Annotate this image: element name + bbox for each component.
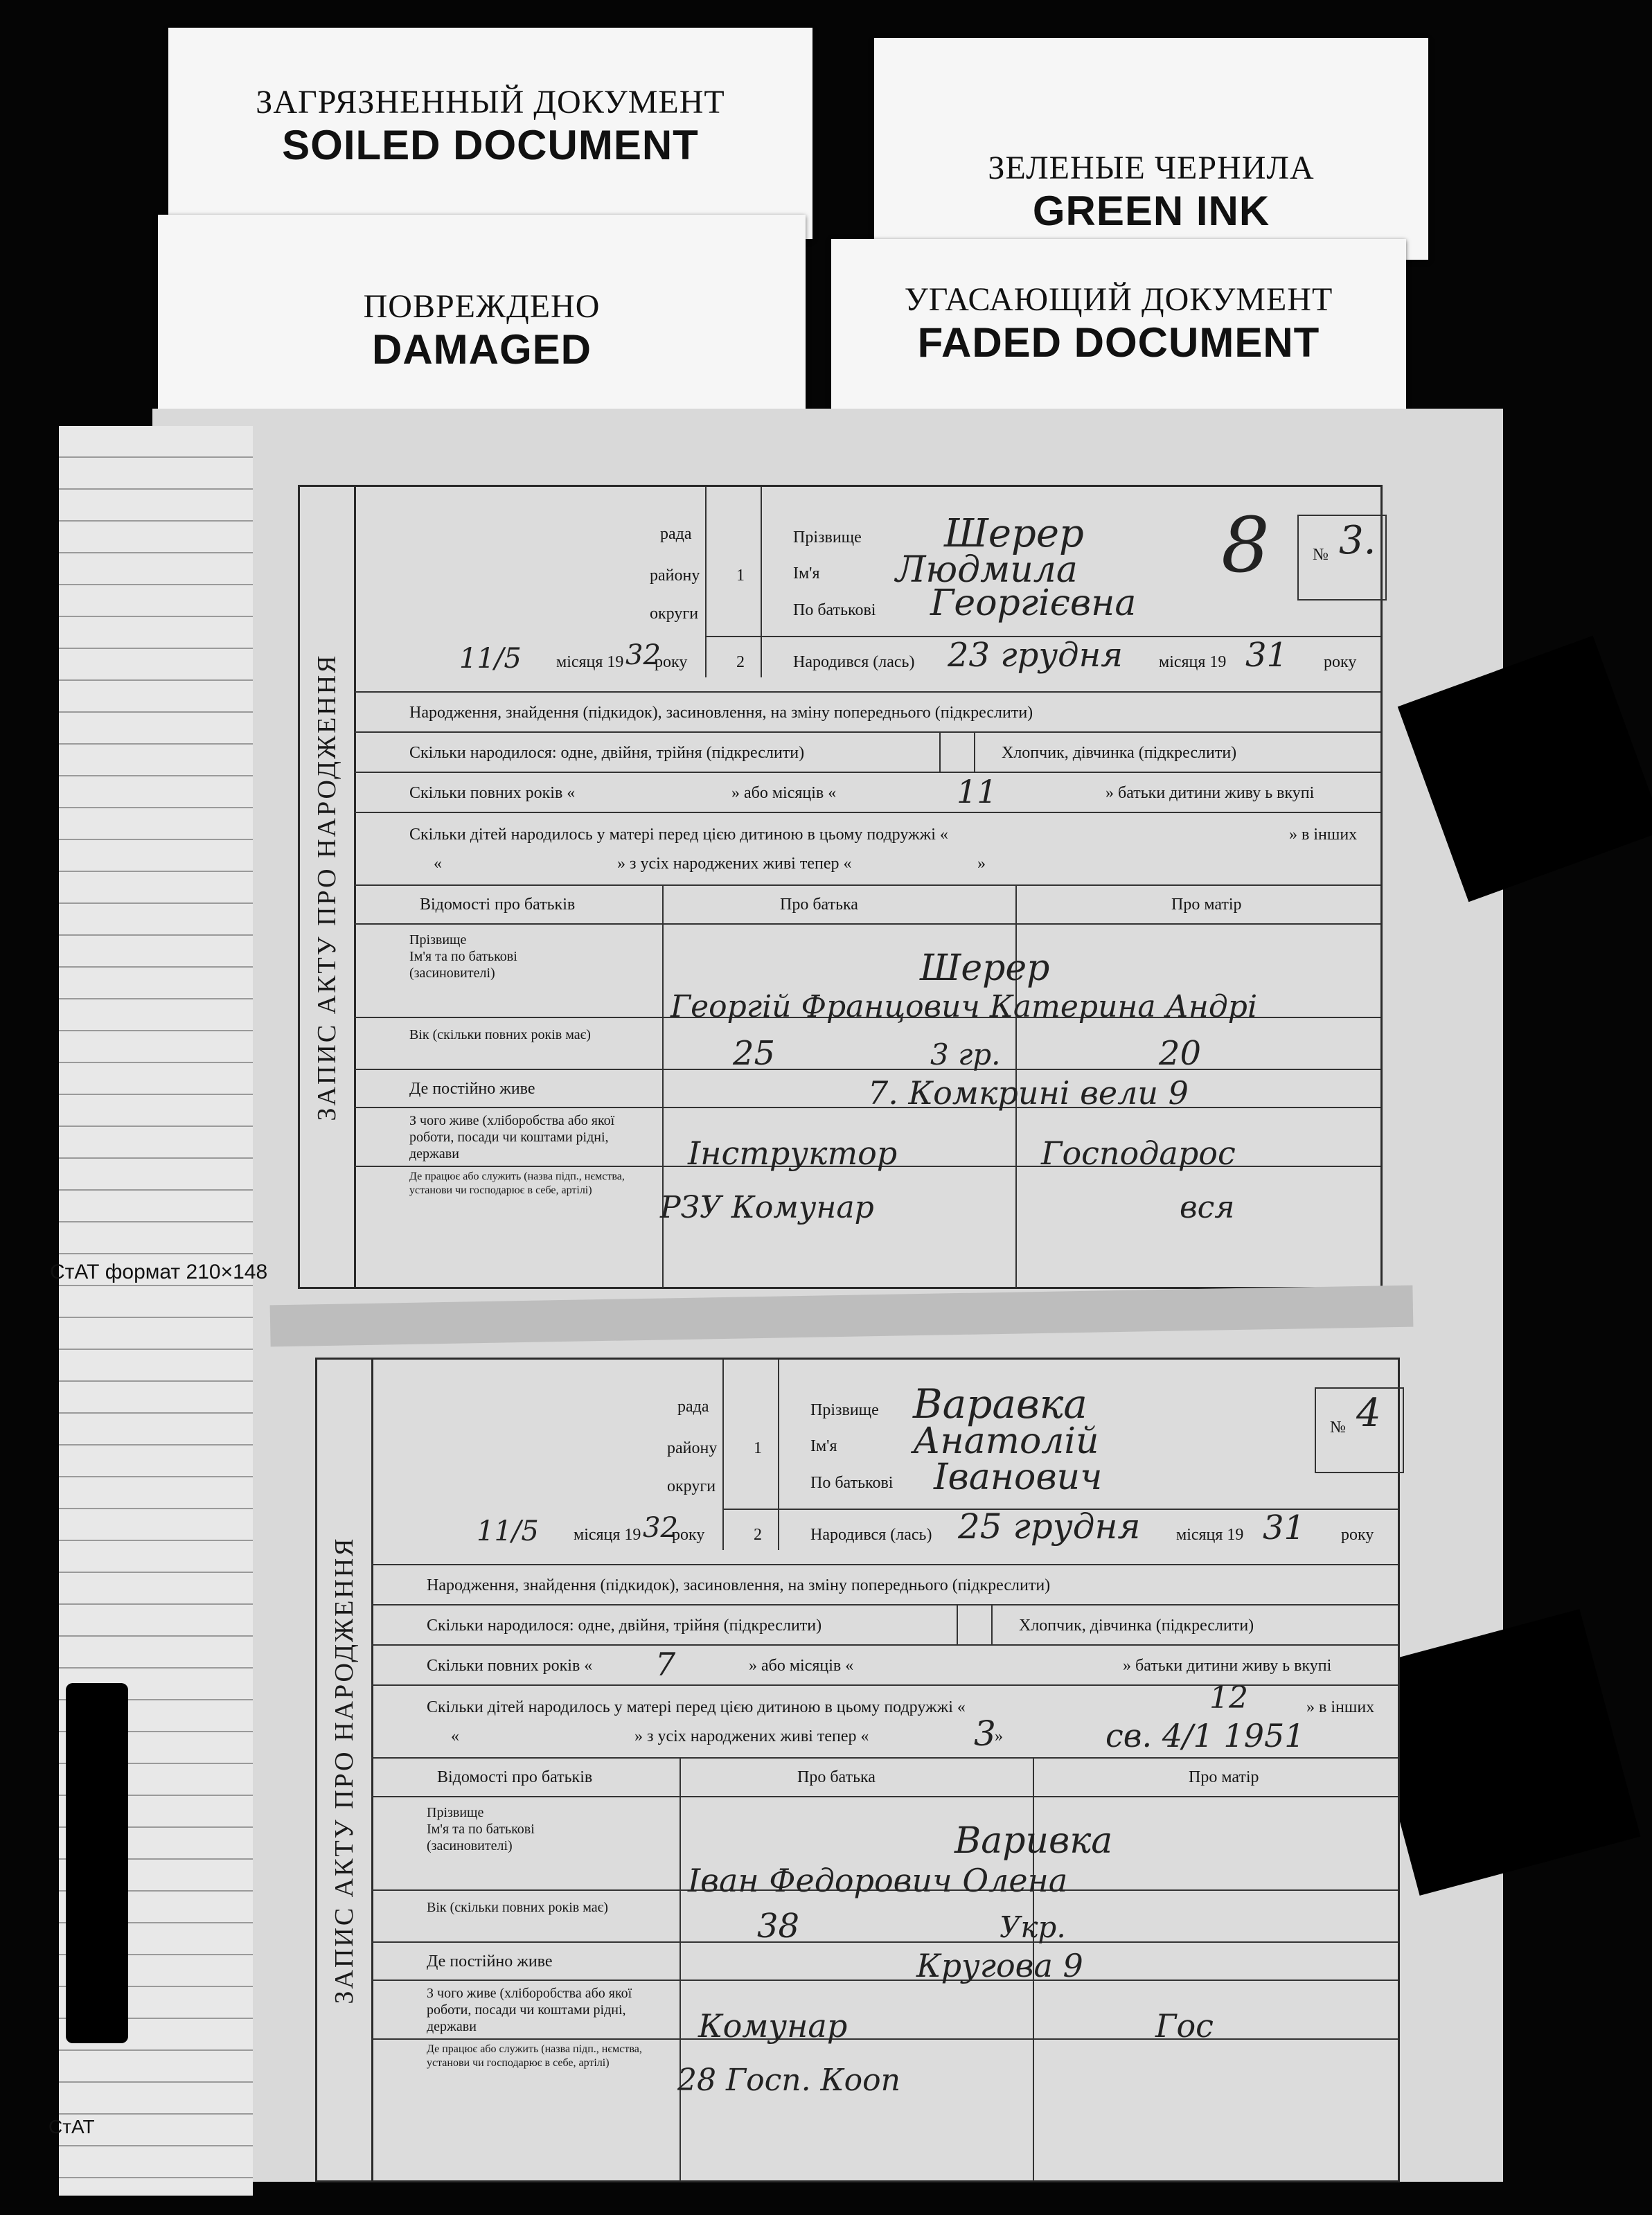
- form-side-title: ЗАПИС АКТУ ПРО НАРОДЖЕННЯ: [300, 487, 356, 1287]
- parents-names: Іван Федорович Олена: [688, 1862, 1068, 1899]
- record-year: 32: [625, 639, 661, 671]
- row-5-text: Хлопчик, дівчинка (підкреслити): [1019, 1617, 1254, 1635]
- born-year: 31: [1263, 1509, 1306, 1547]
- father-work: 28 Госп. Кооп: [677, 2063, 900, 2098]
- row-6-text-a: Скільки повних років «: [409, 784, 576, 802]
- row-10-label: Де постійно живе: [409, 1080, 535, 1098]
- row-6-text-c: » батьки дитини живу ь вкупі: [1123, 1657, 1332, 1675]
- green-ink-flag: [874, 38, 1428, 260]
- row-6-text-b: » або місяців «: [731, 784, 837, 802]
- birth-record-form: [298, 485, 1383, 1289]
- born-value: 25 грудня: [958, 1506, 1141, 1547]
- divider: [722, 1360, 724, 1550]
- born-year: 31: [1245, 636, 1288, 675]
- rada-label: рада: [660, 525, 692, 543]
- row-3-text: Народження, знайдення (підкидок), засиновлення, на зміну попереднього (підкреслити): [409, 704, 1033, 722]
- row-4-text: Скільки народилося: одне, двійня, трійня (підкреслити): [409, 744, 805, 762]
- row-num: 2: [754, 1526, 762, 1544]
- row-7-text-a: Скільки дітей народилось у матері перед цією дитиною в цьому подружжі «: [409, 826, 948, 844]
- row-7-text-e: »: [977, 855, 986, 873]
- mother-header: Про матір: [1171, 896, 1242, 914]
- row-7-text-c: «: [451, 1727, 459, 1745]
- row-3-text: Народження, знайдення (підкидок), засиновлення, на зміну попереднього (підкреслити): [427, 1576, 1051, 1594]
- divider: [705, 487, 707, 677]
- surname-value: Шерер: [944, 511, 1084, 556]
- form-row-3: [354, 691, 1380, 733]
- record-day: 11/5: [477, 1515, 539, 1547]
- form-row-6: [354, 772, 1380, 813]
- form-side-title: ЗАПИС АКТУ ПРО НАРОДЖЕННЯ: [317, 1360, 373, 2180]
- flag-en-text: DAMAGED: [372, 326, 592, 373]
- mother-header: Про матір: [1189, 1768, 1259, 1786]
- okruha-label: округи: [667, 1477, 716, 1495]
- row-5-text: Хлопчик, дівчинка (підкреслити): [1002, 744, 1237, 762]
- father-work: РЗУ Комунар: [660, 1190, 874, 1225]
- divider: [974, 733, 975, 773]
- parents-row-10: [371, 1941, 1398, 1981]
- okruha-label: округи: [650, 605, 699, 623]
- row-6-text-b: » або місяців «: [749, 1657, 854, 1675]
- flag-ru-text: ЗАГРЯЗНЕННЫЙ ДОКУМЕНТ: [256, 84, 725, 121]
- parents-row-9: [354, 1017, 1380, 1070]
- address: Кругова 9: [916, 1947, 1083, 1984]
- row-9-label: Вік (скільки повних років має): [427, 1900, 608, 1915]
- divider: [761, 487, 762, 677]
- divider: [778, 1360, 779, 1550]
- parents-surname: Шерер: [920, 948, 1050, 989]
- flag-en-text: GREEN INK: [1032, 188, 1270, 234]
- name-value: Анатолій: [913, 1421, 1099, 1462]
- patronymic-label: По батькові: [793, 601, 876, 619]
- surname-value: Варавка: [913, 1380, 1087, 1427]
- row-8-label: Прізвище Ім'я та по батькові (засиновителі): [409, 932, 517, 981]
- parents-surname: Варивка: [954, 1820, 1113, 1862]
- parents-header: Відомості про батьків: [420, 896, 576, 914]
- row-7-text-b: » в інших: [1306, 1698, 1375, 1716]
- soiled-document-flag: [168, 28, 812, 239]
- row-7-text-d: » з усіх народжених живі тепер «: [634, 1727, 869, 1745]
- flag-ru-text: УГАСАЮЩИЙ ДОКУМЕНТ: [904, 281, 1333, 318]
- row-7-text-b: » в інших: [1289, 826, 1358, 844]
- mother-occupation: Гос: [1155, 2007, 1214, 2045]
- flag-en-text: FADED DOCUMENT: [917, 319, 1320, 366]
- form-row-4: [371, 1604, 1398, 1646]
- number-value: 3.: [1339, 518, 1376, 563]
- row-12-label: Де працює або служить (назва підп., нємства, установи чи господарює в себе, артілі): [427, 2043, 642, 2069]
- father-age: 38: [757, 1907, 800, 1946]
- birth-record-form: [315, 1358, 1400, 2182]
- divider: [991, 1605, 993, 1646]
- row-12-label: Де працює або служить (назва підп., нємства, установи чи господарює в себе, артілі): [409, 1171, 625, 1196]
- record-day: 11/5: [459, 643, 522, 675]
- extra-mark: 8: [1221, 501, 1270, 589]
- name-value: Людмила: [896, 549, 1078, 591]
- row-9-label: Вік (скільки повних років має): [409, 1027, 591, 1042]
- divider: [957, 1605, 958, 1646]
- born-year-label: року: [1341, 1526, 1374, 1544]
- row-7-value-1: 12: [1209, 1680, 1248, 1716]
- raion-label: району: [667, 1439, 718, 1457]
- born-month-label: місяця 19: [1159, 653, 1227, 671]
- roku-label: року: [655, 653, 688, 671]
- divider: [939, 733, 941, 773]
- stub-bottom-label: СтАТ: [48, 2116, 95, 2137]
- father-header: Про батька: [780, 896, 858, 914]
- row-7-value-2: 3: [974, 1714, 996, 1754]
- father-age: 25: [733, 1034, 776, 1073]
- born-label: Народився (лась): [810, 1526, 932, 1544]
- row-7-text-c: «: [434, 855, 442, 873]
- patronymic-value: Георгієвна: [930, 582, 1137, 624]
- born-year-label: року: [1324, 653, 1357, 671]
- rada-label: рада: [677, 1398, 709, 1416]
- row-11-label: З чого живе (хліборобства або якої роботи, посади чи коштами рідні, держави: [427, 1986, 632, 2034]
- father-occupation: Комунар: [698, 2007, 848, 2045]
- nationality: 3 гр.: [930, 1038, 1001, 1071]
- father-occupation: Інструктор: [688, 1135, 898, 1172]
- father-header: Про батька: [797, 1768, 876, 1786]
- row-6-value: 11: [957, 773, 997, 810]
- faded-document-flag: [831, 239, 1406, 412]
- form-row-3: [371, 1564, 1398, 1605]
- nationality: Укр.: [1000, 1910, 1066, 1944]
- row-7-text-a: Скільки дітей народилось у матері перед цією дитиною в цьому подружжі «: [427, 1698, 966, 1716]
- parents-row-11: [371, 1980, 1398, 2040]
- number-label: №: [1313, 546, 1329, 564]
- row-8-label: Прізвище Ім'я та по батькові (засиновителі): [427, 1805, 535, 1853]
- record-year: 32: [643, 1512, 678, 1544]
- parents-names: Георгій Францович Катерина Андрі: [670, 989, 1258, 1024]
- flag-ru-text: ПОВРЕЖДЕНО: [363, 288, 601, 325]
- row-num: 1: [754, 1439, 762, 1457]
- row-num: 2: [736, 653, 745, 671]
- number-label: №: [1330, 1418, 1346, 1436]
- misiatsia-label: місяця 19: [556, 653, 624, 671]
- surname-label: Прізвище: [793, 528, 862, 546]
- row-11-label: З чого живе (хліборобства або якої роботи, посади чи коштами рідні, держави: [409, 1113, 615, 1162]
- mother-work: вся: [1180, 1190, 1235, 1225]
- form-row-7: [354, 812, 1380, 886]
- form-row-7: [371, 1680, 1398, 1759]
- name-label: Ім'я: [793, 564, 820, 582]
- parents-header: Відомості про батьків: [437, 1768, 593, 1786]
- row-6-value: 7: [655, 1646, 676, 1683]
- number-value: 4: [1356, 1391, 1381, 1436]
- address: 7. Комкрині вели 9: [868, 1074, 1189, 1112]
- misiatsia-label: місяця 19: [574, 1526, 641, 1544]
- row-7-text-d: » з усіх народжених живі тепер «: [617, 855, 852, 873]
- row-7-text-e: »: [995, 1727, 1003, 1745]
- form-row-6: [371, 1644, 1398, 1686]
- roku-label: року: [672, 1526, 705, 1544]
- mother-occupation: Господарос: [1041, 1135, 1236, 1172]
- patronymic-label: По батькові: [810, 1474, 894, 1492]
- parents-header-row: [371, 1757, 1398, 1797]
- parents-header-row: [354, 884, 1380, 925]
- row-4-text: Скільки народилося: одне, двійня, трійня (підкреслити): [427, 1617, 822, 1635]
- patronymic-value: Іванович: [934, 1457, 1103, 1498]
- form-row-4: [354, 731, 1380, 773]
- mother-age: 20: [1159, 1034, 1202, 1073]
- row-6-text-c: » батьки дитини живу ь вкупі: [1105, 784, 1315, 802]
- born-label: Народився (лась): [793, 653, 915, 671]
- raion-label: району: [650, 567, 700, 585]
- born-month-label: місяця 19: [1176, 1526, 1244, 1544]
- flag-en-text: SOILED DOCUMENT: [282, 122, 699, 168]
- name-label: Ім'я: [810, 1437, 837, 1455]
- born-value: 23 грудня: [948, 636, 1123, 675]
- parents-row-10: [354, 1069, 1380, 1108]
- surname-label: Прізвище: [810, 1401, 879, 1419]
- damaged-flag: [158, 215, 806, 412]
- row-num: 1: [736, 567, 745, 585]
- stub-tear-gap: [66, 1683, 128, 2043]
- row-7-note: св. 4/1 1951: [1105, 1717, 1305, 1754]
- row-10-label: Де постійно живе: [427, 1952, 553, 1971]
- flag-ru-text: ЗЕЛЕНЫЕ ЧЕРНИЛА: [988, 150, 1315, 186]
- stub-format-label: СтАТ формат 210×148: [50, 1261, 268, 1283]
- row-6-text-a: Скільки повних років «: [427, 1657, 593, 1675]
